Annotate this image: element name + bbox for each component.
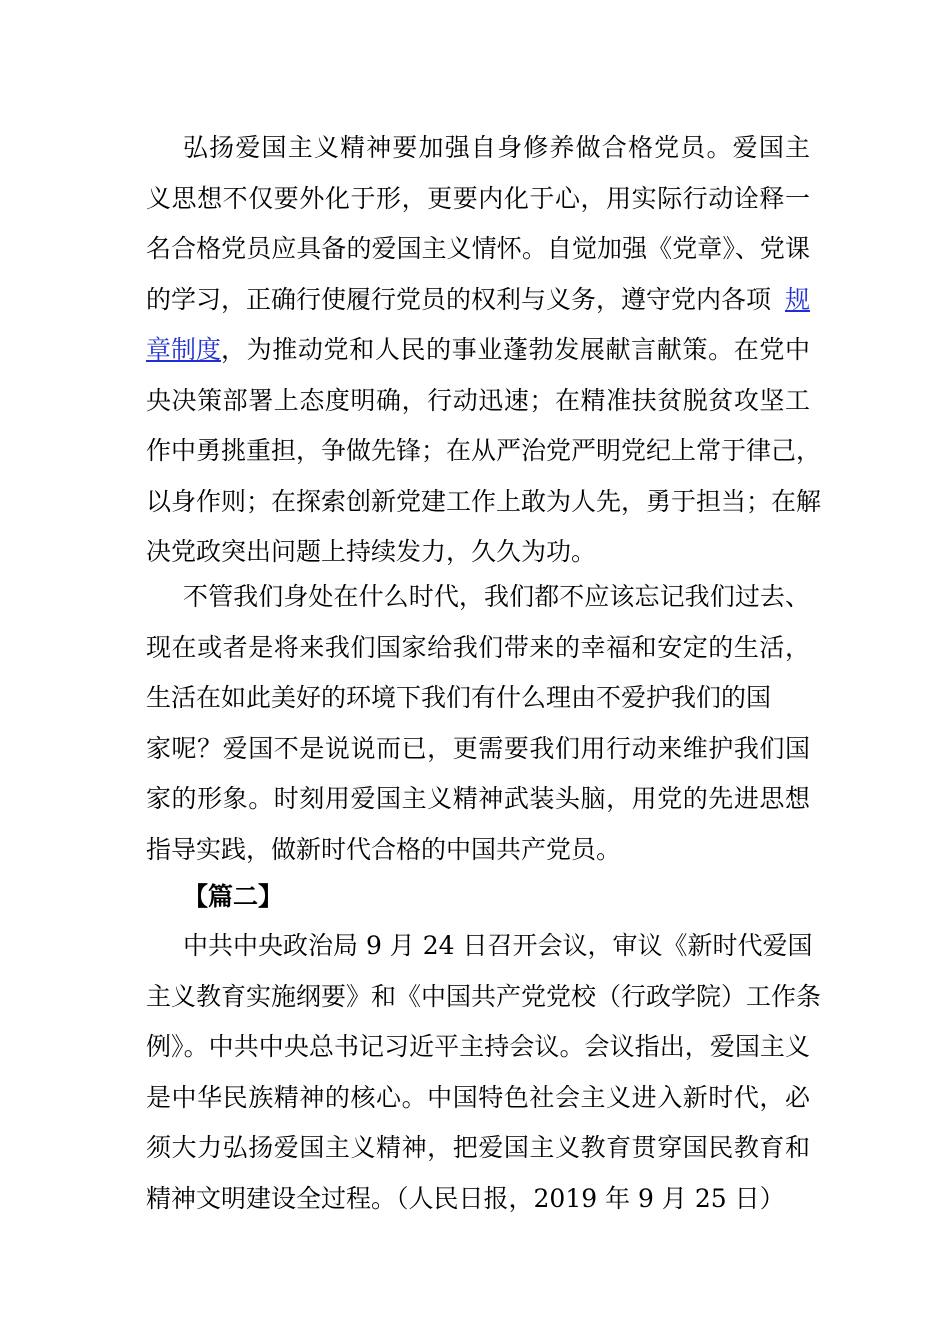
paragraph-line: 作中勇挑重担，争做先锋；在从严治党严明党纪上常于律己， bbox=[146, 436, 822, 465]
paragraph-line: 主义教育实施纲要》和《中国共产党党校（行政学院）工作条 bbox=[146, 981, 822, 1011]
paragraph-line: 现在或者是将来我们国家给我们带来的幸福和安定的生活， bbox=[146, 632, 810, 662]
paragraph-line: 家的形象。时刻用爱国主义精神武装头脑，用党的先进思想 bbox=[146, 784, 810, 813]
regulations-link-part1[interactable]: 规 bbox=[784, 284, 810, 314]
regulations-link-part2[interactable]: 章制度 bbox=[146, 335, 222, 364]
paragraph-line: 指导实践，做新时代合格的中国共产党员。 bbox=[146, 834, 622, 864]
paragraph-line bbox=[146, 275, 810, 326]
paragraph-line: 中共中央政治局 9 月 24 日召开会议，审议《新时代爱国 bbox=[183, 931, 813, 960]
paragraph-line: 精神文明建设全过程。（人民日报，2019 年 9 月 25 日） bbox=[146, 1183, 785, 1213]
paragraph-line: 央决策部署上态度明确，行动迅速；在精准扶贫脱贫攻坚工 bbox=[146, 385, 810, 415]
paragraph-politburo-meeting bbox=[146, 921, 822, 1224]
section-heading: 【篇二】 bbox=[183, 882, 284, 911]
paragraph-line: 是中华民族精神的核心。中国特色社会主义进入新时代，必 bbox=[146, 1082, 810, 1112]
paragraph-line bbox=[146, 325, 810, 376]
section-heading-block bbox=[146, 872, 810, 923]
paragraph-line: 弘扬爱国主义精神要加强自身修养做合格党员。爱国主 bbox=[183, 133, 810, 162]
paragraph-line: 生活在如此美好的环境下我们有什么理由不爱护我们的国 bbox=[146, 683, 772, 712]
paragraph-patriotism-self-cultivation bbox=[146, 123, 822, 578]
paragraph-line: 不管我们身处在什么时代，我们都不应该忘记我们过去、 bbox=[183, 582, 810, 611]
paragraph-line: 以身作则；在探索创新党建工作上敢为人先，勇于担当；在解 bbox=[146, 486, 822, 516]
paragraph-line: 例》。中共中央总书记习近平主持会议。会议指出，爱国主义 bbox=[146, 1032, 810, 1061]
paragraph-line: 决党政突出问题上持续发力，久久为功。 bbox=[146, 537, 597, 566]
paragraph-line: 须大力弘扬爱国主义精神，把爱国主义教育贯穿国民教育和 bbox=[146, 1133, 810, 1162]
paragraph-line-text: 的学习，正确行使履行党员的权利与义务，遵守党内各项 bbox=[146, 284, 772, 314]
paragraph-never-forget bbox=[146, 572, 810, 875]
paragraph-line: 义思想不仅要外化于形，更要内化于心，用实际行动诠释一 bbox=[146, 183, 810, 213]
paragraph-line-text: ，为推动党和人民的事业蓬勃发展献言献策。在党中 bbox=[221, 335, 810, 364]
paragraph-line: 名合格党员应具备的爱国主义情怀。自觉加强《党章》、党课 bbox=[146, 234, 810, 263]
paragraph-line: 家呢？爱国不是说说而已，更需要我们用行动来维护我们国 bbox=[146, 733, 810, 763]
